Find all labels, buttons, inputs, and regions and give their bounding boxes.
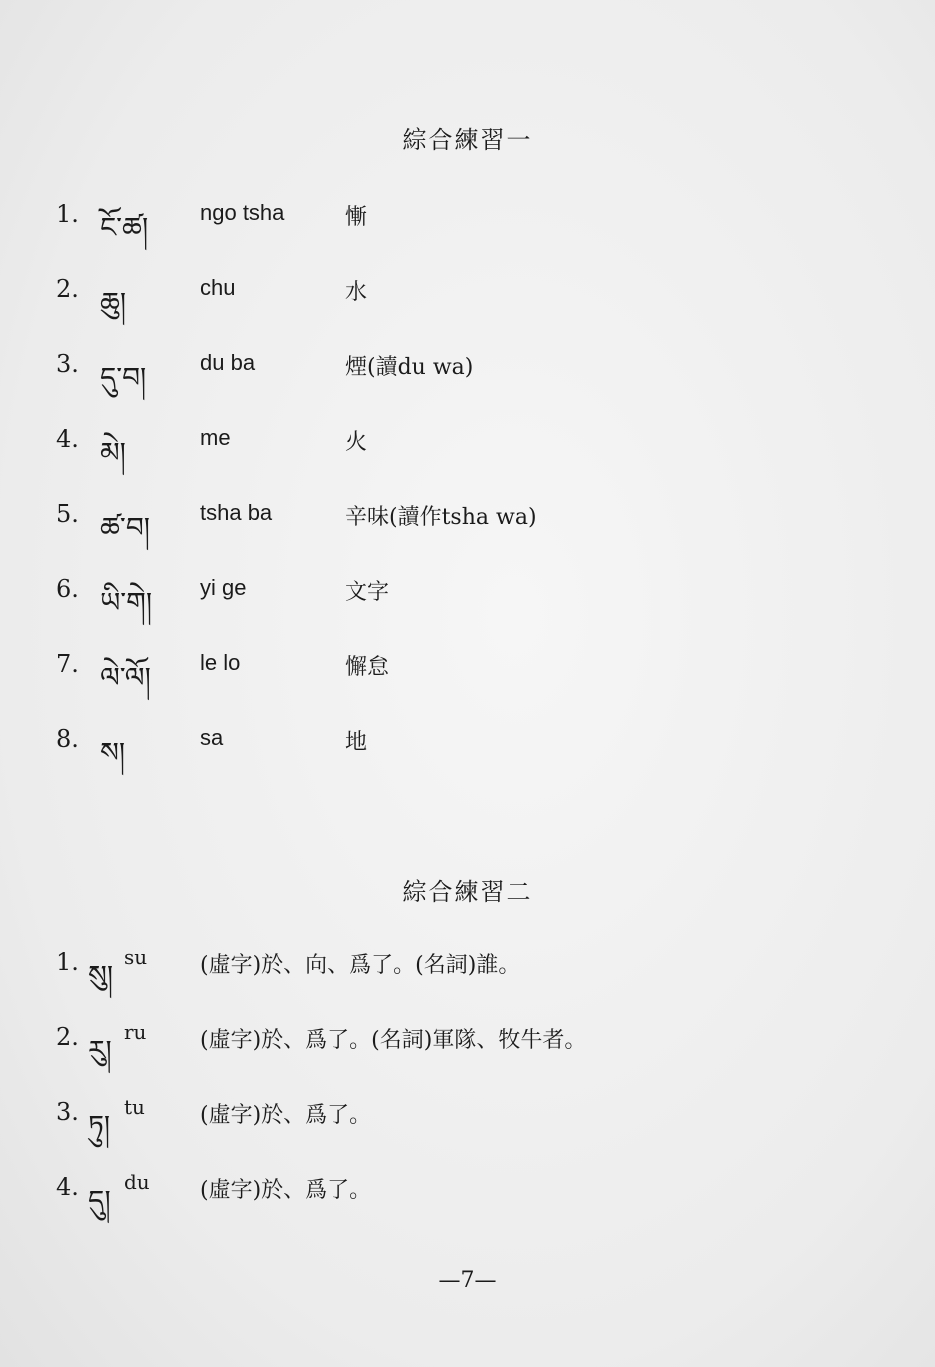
item-number: 2. bbox=[56, 1023, 79, 1051]
list-item bbox=[0, 575, 935, 619]
definition: (虛字)於、爲了。 bbox=[200, 1178, 372, 1203]
tibetan-word: སུ། bbox=[88, 959, 114, 992]
section1-title: 綜合練習一 bbox=[402, 126, 533, 154]
meaning: 文字 bbox=[345, 580, 390, 605]
list-item bbox=[0, 725, 935, 769]
item-number: 1. bbox=[56, 948, 79, 976]
tibetan-word: ལེ་ལོ། bbox=[100, 661, 151, 694]
tibetan-word: ཆུ། bbox=[100, 286, 127, 319]
definition: (虛字)於、向、爲了。(名詞)誰。 bbox=[200, 953, 521, 978]
romanization: ru bbox=[124, 1020, 147, 1044]
list-item bbox=[0, 1095, 935, 1142]
tibetan-word: ཚ་བ། bbox=[100, 511, 150, 544]
tibetan-word: ཏུ། bbox=[88, 1109, 111, 1142]
item-number: 5. bbox=[56, 500, 79, 528]
tibetan-word: ས། bbox=[100, 736, 126, 769]
romanization: du bbox=[124, 1170, 150, 1194]
item-number: 2. bbox=[56, 275, 79, 303]
romanization: du ba bbox=[200, 350, 256, 375]
list-item bbox=[0, 945, 935, 992]
romanization: ngo tsha bbox=[200, 200, 285, 225]
list-item bbox=[0, 650, 935, 694]
meaning: 辛味(讀作tsha wa) bbox=[345, 505, 537, 530]
list-item bbox=[0, 425, 935, 469]
meaning: 火 bbox=[345, 430, 368, 455]
section2-title: 綜合練習二 bbox=[402, 878, 533, 906]
romanization: tsha ba bbox=[200, 500, 273, 525]
romanization: sa bbox=[200, 725, 224, 750]
item-number: 6. bbox=[56, 575, 79, 603]
romanization: su bbox=[124, 945, 148, 969]
item-number: 7. bbox=[56, 650, 79, 678]
item-number: 8. bbox=[56, 725, 79, 753]
page-number: —7— bbox=[438, 1268, 497, 1293]
meaning: 地 bbox=[345, 730, 368, 755]
meaning: 懈怠 bbox=[345, 655, 390, 680]
meaning: 煙(讀du wa) bbox=[345, 355, 474, 380]
meaning: 水 bbox=[345, 280, 368, 305]
item-number: 4. bbox=[56, 1173, 79, 1201]
meaning: 慚 bbox=[345, 205, 368, 230]
romanization: chu bbox=[200, 275, 236, 300]
list-item bbox=[0, 1020, 935, 1067]
tibetan-word: ངོ་ཚ། bbox=[100, 211, 149, 244]
romanization: le lo bbox=[200, 650, 241, 675]
list-item bbox=[0, 500, 935, 544]
romanization: yi ge bbox=[200, 575, 247, 600]
tibetan-word: ཡི་གེ། bbox=[100, 586, 153, 619]
romanization: tu bbox=[124, 1095, 145, 1119]
tibetan-word: མེ། bbox=[100, 436, 126, 469]
definition: (虛字)於、爲了。(名詞)軍隊、牧牛者。 bbox=[200, 1028, 587, 1053]
romanization: me bbox=[200, 425, 231, 450]
item-number: 1. bbox=[56, 200, 79, 228]
list-item bbox=[0, 1170, 935, 1217]
item-number: 4. bbox=[56, 425, 79, 453]
definition: (虛字)於、爲了。 bbox=[200, 1103, 372, 1128]
tibetan-word: རུ། bbox=[88, 1034, 112, 1067]
list-item bbox=[0, 200, 935, 244]
list-item bbox=[0, 275, 935, 319]
tibetan-word: དུ་བ། bbox=[100, 361, 147, 394]
item-number: 3. bbox=[56, 1098, 79, 1126]
item-number: 3. bbox=[56, 350, 79, 378]
tibetan-word: དུ། bbox=[88, 1184, 111, 1217]
list-item bbox=[0, 350, 935, 394]
